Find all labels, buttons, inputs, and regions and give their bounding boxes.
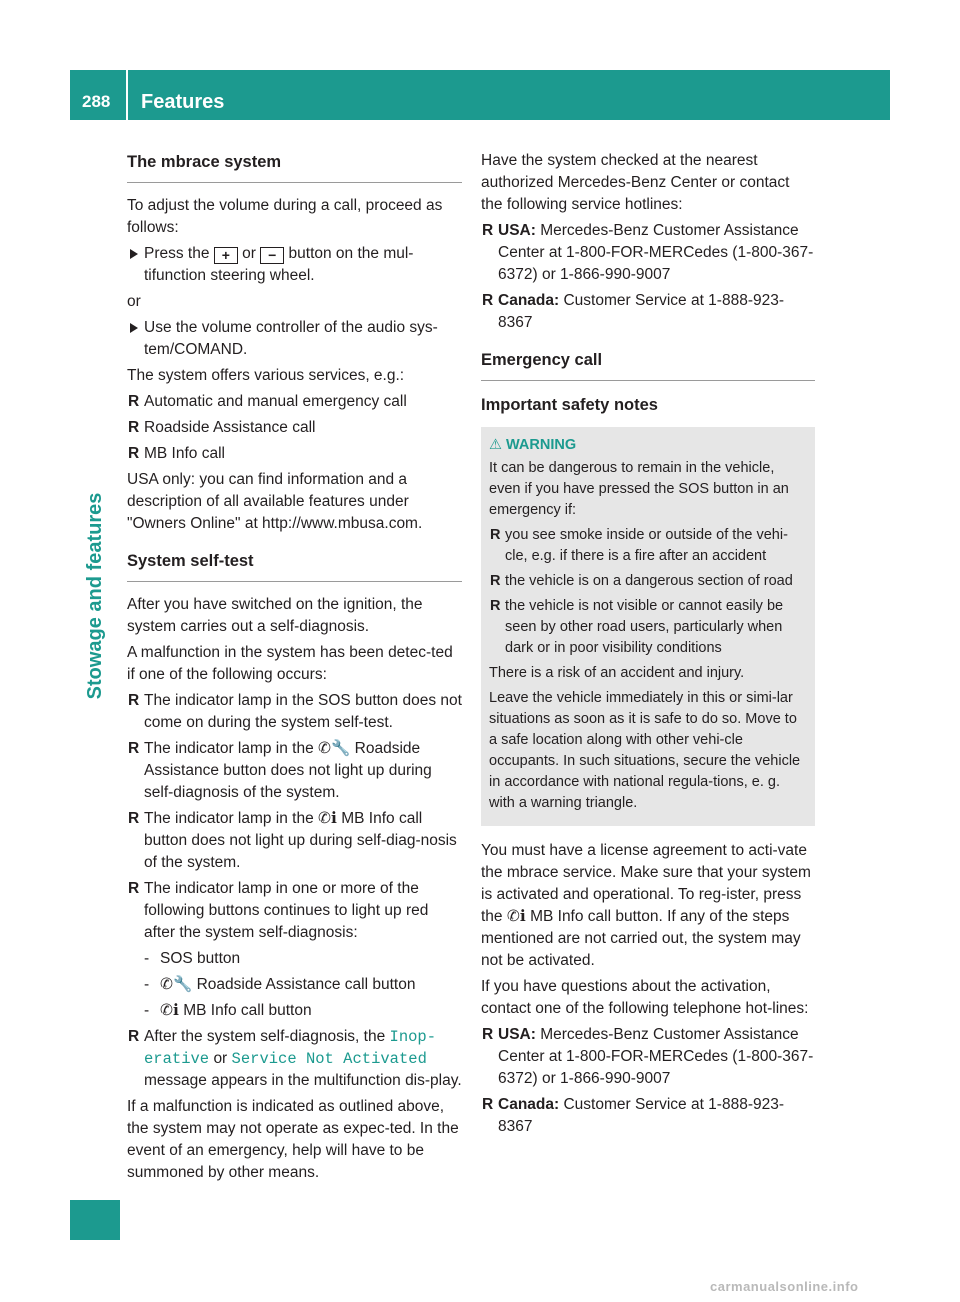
mb-info-call-icon: ✆ℹ — [506, 908, 526, 925]
warning-risk: There is a risk of an accident and injury. — [489, 665, 745, 681]
section-title-emergency: Emergency call — [481, 348, 815, 381]
minus-key-icon: − — [260, 247, 284, 264]
roadside-assistance-icon: ✆🔧 — [160, 976, 193, 993]
closing-paragraph: If a malfunction is indicated as outlined above, the system may not operate as expec-ted. In the event of an emergency, help will have to be summoned by other means. — [127, 1098, 459, 1181]
roadside-assistance-icon: ✆🔧 — [318, 740, 351, 757]
dash-item: - SOS button — [144, 950, 241, 967]
dash-item: - ✆ℹ MB Info call button — [127, 1000, 462, 1022]
list-item: R the vehicle is on a dangerous section of road — [490, 573, 793, 589]
warning-triangle-icon: ⚠ — [489, 437, 502, 453]
services-intro: The system offers various services, e.g.: — [127, 367, 405, 384]
left-column — [127, 150, 462, 1188]
side-tab-label: Stowage and features — [84, 492, 106, 700]
selftest-p2: A malfunction in the system has been detec-ted if one of the following occurs: — [127, 644, 453, 683]
list-item: R After the system self-diagnosis, the Inop-erative or Service Not Activated message appears in the multifunction dis-play. — [128, 1028, 462, 1089]
watermark: carmanualsonline.info — [710, 1279, 859, 1294]
side-tab-marker — [70, 1200, 120, 1240]
questions-paragraph: If you have questions about the activation, contact one of the following telephone hot-lines: — [481, 978, 809, 1017]
header-divider — [126, 70, 128, 120]
list-item: R USA: Mercedes-Benz Customer Assistance Center at 1-800-FOR-MERCedes (1-800-367-6372) or 1-866-990-9007 — [482, 1026, 814, 1087]
list-item: R The indicator lamp in one or more of the following buttons continues to light up red after the system self-diagnosis: — [128, 880, 429, 941]
usa-only-note: USA only: you can find information and a description of all available features under "Owners Online" at http://www.mbusa.com. — [127, 471, 423, 532]
display-message-service-not-activated: Service Not Activated — [231, 1050, 427, 1068]
dash-item: - ✆🔧 Roadside Assistance call button — [127, 974, 462, 996]
page-number: 288 — [82, 92, 111, 111]
list-item: R you see smoke inside or outside of the vehi-cle, e.g. if there is a fire after an accident — [490, 527, 788, 564]
warning-intro: It can be dangerous to remain in the vehicle, even if you have pressed the SOS button in an emergency if: — [489, 460, 789, 518]
list-item: R The indicator lamp in the ✆🔧 Roadside Assistance button does not light up during self-diagnosis of the system. — [128, 740, 432, 801]
list-item: R the vehicle is not visible or cannot easily be seen by other road users, particularly when dark or in poor visibility conditions — [490, 598, 784, 656]
step-press-buttons: Press the + or − button on the mul-tifunction steering wheel. — [127, 243, 462, 287]
list-item: R Canada: Customer Service at 1-888-923-8367 — [482, 292, 785, 331]
list-item: R The indicator lamp in the ✆ℹ MB Info call button does not light up during self-diag-nosis of the system. — [128, 810, 457, 871]
list-item: R The indicator lamp in the SOS button does not come on during the system self-test. — [128, 692, 462, 731]
warning-box — [481, 427, 815, 826]
list-item: R Automatic and manual emergency call — [128, 393, 407, 410]
check-intro: Have the system checked at the nearest authorized Mercedes-Benz Center or contact the following service hotlines: — [481, 152, 790, 213]
list-item: R Roadside Assistance call — [128, 419, 316, 436]
plus-key-icon: + — [214, 247, 238, 264]
warning-leave: Leave the vehicle immediately in this or simi-lar situations as soon as it is safe to do so. Move to a safe location along with other vehi-cle occupants. In such situations, secure the vehicle in accordance with national regula-tions, e. g. with a warning triangle. — [489, 690, 801, 811]
list-item: R USA: Mercedes-Benz Customer Assistance Center at 1-800-FOR-MERCedes (1-800-367-6372) or 1-866-990-9007 — [482, 222, 814, 283]
display-message-inoperative: Inop-erative — [144, 1028, 437, 1068]
mb-info-call-icon: ✆ℹ — [318, 810, 337, 827]
warning-title: ⚠ WARNING — [489, 437, 577, 453]
section-title-mbrace: The mbrace system — [127, 150, 462, 183]
license-paragraph: You must have a license agreement to acti-vate the mbrace service. Make sure that your system is activated and operational. To reg-ister, press the ✆ℹ MB Info call button. If any of the steps mentioned are not carried out, the system may not be activated. — [481, 842, 811, 969]
list-item: R MB Info call — [128, 445, 225, 462]
volume-intro: To adjust the volume during a call, proceed as follows: — [127, 197, 443, 236]
right-column — [481, 150, 815, 1142]
step-volume-controller: Use the volume controller of the audio sys-tem/COMAND. — [127, 317, 462, 361]
mb-info-call-icon: ✆ℹ — [160, 1002, 179, 1019]
section-title-selftest: System self-test — [127, 549, 462, 582]
or-line: or — [127, 293, 141, 310]
selftest-p1: After you have switched on the ignition, the system carries out a self-diagnosis. — [127, 596, 423, 635]
subsection-title-safety: Important safety notes — [481, 396, 658, 414]
list-item: R Canada: Customer Service at 1-888-923-8367 — [482, 1096, 785, 1135]
page-title: Features — [141, 91, 225, 113]
